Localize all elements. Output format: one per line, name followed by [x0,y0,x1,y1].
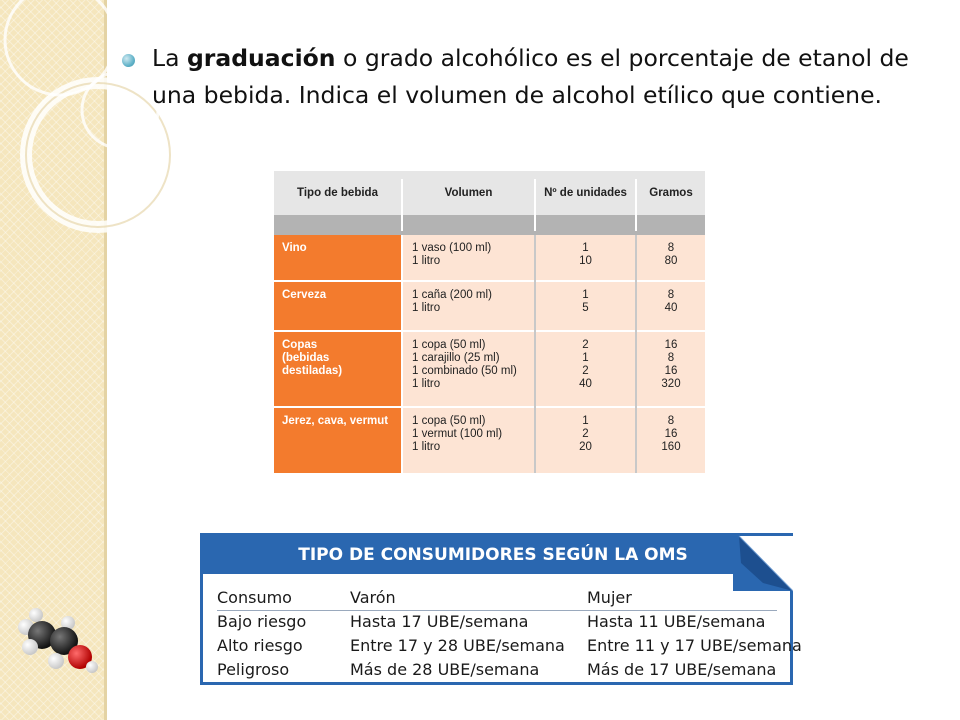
oms-cell: Más de 28 UBE/semana [350,660,540,679]
oms-header-varon: Varón [350,588,396,607]
oms-cell: Bajo riesgo [217,612,307,631]
drinks-table-header [274,171,705,215]
oms-cell: Entre 11 y 17 UBE/semana [587,636,802,655]
oms-table [217,586,802,682]
table-row [217,658,787,682]
cell-type: Jerez, cava, vermut [274,408,401,473]
oms-cell: Hasta 17 UBE/semana [350,612,529,631]
header-divider [401,179,403,231]
drinks-table [274,171,705,473]
table-row [274,282,705,330]
header-band [274,215,705,235]
cell-grams: 16 8 16 320 [637,332,705,406]
oms-cell: Peligroso [217,660,290,679]
cell-grams: 8 16 160 [637,408,705,473]
header-divider [635,179,637,231]
cell-units: 2 1 2 40 [536,332,635,406]
cell-volume: 1 vaso (100 ml) 1 litro [403,235,534,280]
oms-header-mujer: Mujer [587,588,632,607]
table-row [217,610,787,634]
oms-title: TIPO DE CONSUMIDORES SEGÚN LA OMS [203,536,743,574]
header-gramos: Gramos [649,187,693,199]
cell-volume: 1 copa (50 ml) 1 carajillo (25 ml) 1 combinado (50 ml) 1 litro [403,332,534,406]
column-divider [635,235,637,473]
oms-cell: Alto riesgo [217,636,303,655]
column-divider [534,235,536,473]
table-row [274,408,705,473]
oms-cell: Más de 17 UBE/semana [587,660,777,679]
header-volumen: Volumen [444,187,493,199]
cell-units: 1 5 [536,282,635,330]
oms-cell: Entre 17 y 28 UBE/semana [350,636,565,655]
table-row [274,332,705,406]
bullet-dot-icon [122,54,135,67]
cell-type: Copas (bebidas destiladas) [274,332,401,406]
cell-grams: 8 80 [637,235,705,280]
bold-term: graduación [186,44,336,72]
table-row [217,634,802,658]
oms-header-row [217,586,787,610]
header-unidades: Nº de unidades [544,187,627,199]
bullet-paragraph [122,40,912,114]
cell-units: 1 10 [536,235,635,280]
cell-volume: 1 copa (50 ml) 1 vermut (100 ml) 1 litro [403,408,534,473]
cell-grams: 8 40 [637,282,705,330]
oms-consumers-box [200,533,802,685]
oms-header-consumo: Consumo [217,588,292,607]
bullet-text: La graduación o grado alcohólico es el porcentaje de etanol de una bebida. Indica el volumen de alcohol etílico que contiene. [152,44,909,109]
cell-type: Vino [274,235,401,280]
oms-cell: Hasta 11 UBE/semana [587,612,766,631]
table-row [274,235,705,280]
oms-header-rule [217,610,777,611]
cell-type: Cerveza [274,282,401,330]
header-tipo: Tipo de bebida [297,187,378,199]
molecule-icon [12,605,102,685]
header-divider [534,179,536,231]
cell-units: 1 2 20 [536,408,635,473]
cell-volume: 1 caña (200 ml) 1 litro [403,282,534,330]
